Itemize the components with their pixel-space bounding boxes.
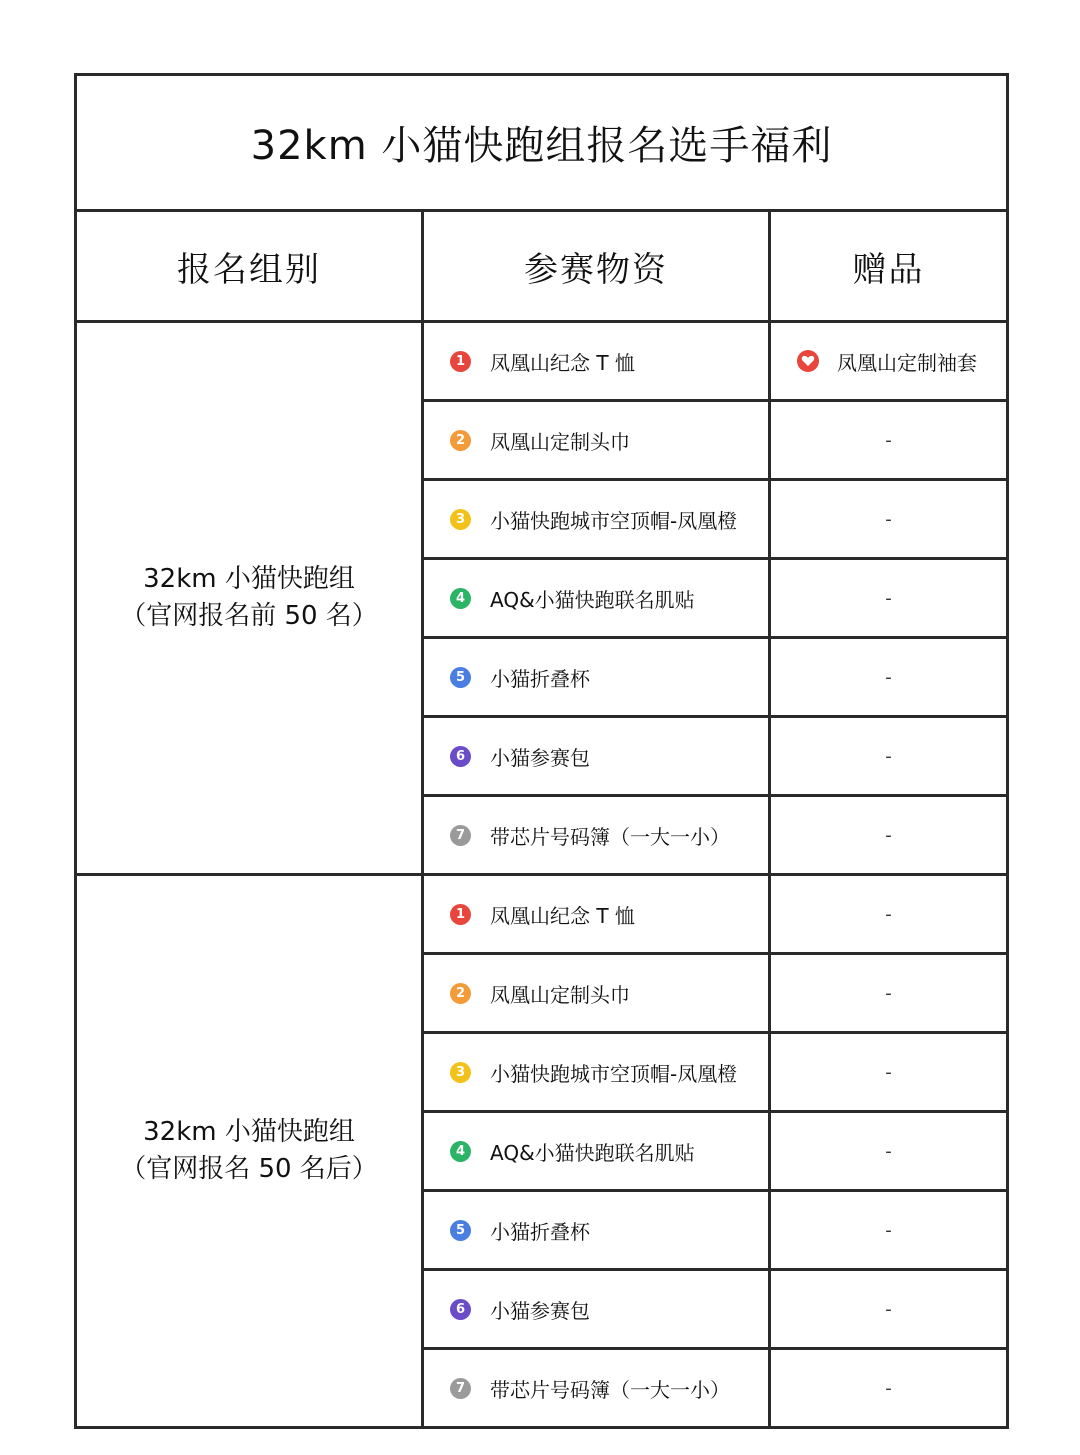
table-row [76,875,1008,954]
group-name-cell [76,322,423,875]
supply-cell [423,638,770,717]
number-badge-icon: 3 [450,1062,471,1083]
supply-label: 小猫参赛包 [490,745,590,770]
supply-item [424,426,768,455]
header-group: 报名组别 [76,211,423,322]
supply-item [424,663,768,692]
supply-label: 凤凰山纪念 T 恤 [490,350,635,375]
supply-item [424,821,768,850]
supply-cell [423,1349,770,1428]
supply-label: 带芯片号码簿（一大一小） [490,824,730,849]
gift-empty-dash: - [885,1298,892,1320]
benefits-sheet [74,73,1006,1430]
supply-cell [423,954,770,1033]
number-badge-icon: 6 [450,1299,471,1320]
gift-cell [770,1270,1008,1349]
table-row [76,322,1008,401]
header-row [76,211,1008,322]
supply-label: AQ&小猫快跑联名肌贴 [490,587,695,612]
gift-empty-dash: - [885,429,892,451]
supply-cell [423,559,770,638]
supply-item [424,742,768,771]
group-name-line2: （官网报名 50 名后） [120,1154,378,1184]
gift-empty-dash: - [885,587,892,609]
gift-empty-dash: - [885,1219,892,1241]
gift-cell [770,638,1008,717]
gift-empty-dash: - [885,824,892,846]
heart-icon [797,350,819,372]
gift-cell [770,796,1008,875]
supply-item [424,900,768,929]
title-row [76,75,1008,211]
supply-item [424,505,768,534]
supply-label: 小猫折叠杯 [490,666,590,691]
supply-item [424,1374,768,1403]
number-badge-icon: 4 [450,588,471,609]
gift-empty-dash: - [885,1140,892,1162]
gift-empty-dash: - [885,903,892,925]
benefits-table [74,73,1009,1429]
number-badge-icon: 2 [450,983,471,1004]
supply-cell [423,401,770,480]
number-badge-icon: 7 [450,1378,471,1399]
number-badge-icon: 4 [450,1141,471,1162]
number-badge-icon: 1 [450,351,471,372]
number-badge-icon: 6 [450,746,471,767]
group-name-cell [76,875,423,1428]
supply-cell [423,717,770,796]
supply-item [424,1137,768,1166]
supply-cell [423,1033,770,1112]
number-badge-icon: 3 [450,509,471,530]
number-badge-icon: 7 [450,825,471,846]
group-name-line2: （官网报名前 50 名） [120,601,378,631]
number-badge-icon: 2 [450,430,471,451]
supply-label: 小猫快跑城市空顶帽-凤凰橙 [490,1061,738,1086]
group-name-line1: 32km 小猫快跑组 [143,1117,355,1147]
supply-cell [423,480,770,559]
number-badge-icon: 1 [450,904,471,925]
gift-cell [770,559,1008,638]
gift-empty-dash: - [885,1377,892,1399]
gift-label: 凤凰山定制袖套 [837,350,977,375]
supply-cell [423,875,770,954]
gift-cell [770,954,1008,1033]
gift-cell [770,1033,1008,1112]
supply-label: 凤凰山定制头巾 [490,429,630,454]
supply-label: 凤凰山定制头巾 [490,982,630,1007]
supply-item [424,584,768,613]
gift-empty-dash: - [885,1061,892,1083]
gift-cell [770,480,1008,559]
gift-empty-dash: - [885,745,892,767]
supply-label: 小猫参赛包 [490,1298,590,1323]
gift-cell [770,1112,1008,1191]
supply-item [424,347,768,376]
gift-item [771,347,1006,376]
number-badge-icon: 5 [450,667,471,688]
gift-cell [770,875,1008,954]
header-gifts: 赠品 [770,211,1008,322]
gift-cell [770,717,1008,796]
supply-label: AQ&小猫快跑联名肌贴 [490,1140,695,1165]
supply-cell [423,1270,770,1349]
supply-label: 小猫快跑城市空顶帽-凤凰橙 [490,508,738,533]
group-name-line1: 32km 小猫快跑组 [143,564,355,594]
supply-cell [423,1112,770,1191]
supply-cell [423,1191,770,1270]
supply-item [424,1058,768,1087]
page-title: 32km 小猫快跑组报名选手福利 [76,75,1008,211]
header-supplies: 参赛物资 [423,211,770,322]
gift-cell [770,401,1008,480]
gift-cell [770,1349,1008,1428]
gift-empty-dash: - [885,508,892,530]
supply-label: 凤凰山纪念 T 恤 [490,903,635,928]
gift-empty-dash: - [885,666,892,688]
supply-label: 小猫折叠杯 [490,1219,590,1244]
number-badge-icon: 5 [450,1220,471,1241]
supply-cell [423,322,770,401]
supply-item [424,1216,768,1245]
gift-cell [770,322,1008,401]
gift-empty-dash: - [885,982,892,1004]
supply-item [424,1295,768,1324]
supply-cell [423,796,770,875]
supply-item [424,979,768,1008]
gift-cell [770,1191,1008,1270]
supply-label: 带芯片号码簿（一大一小） [490,1377,730,1402]
